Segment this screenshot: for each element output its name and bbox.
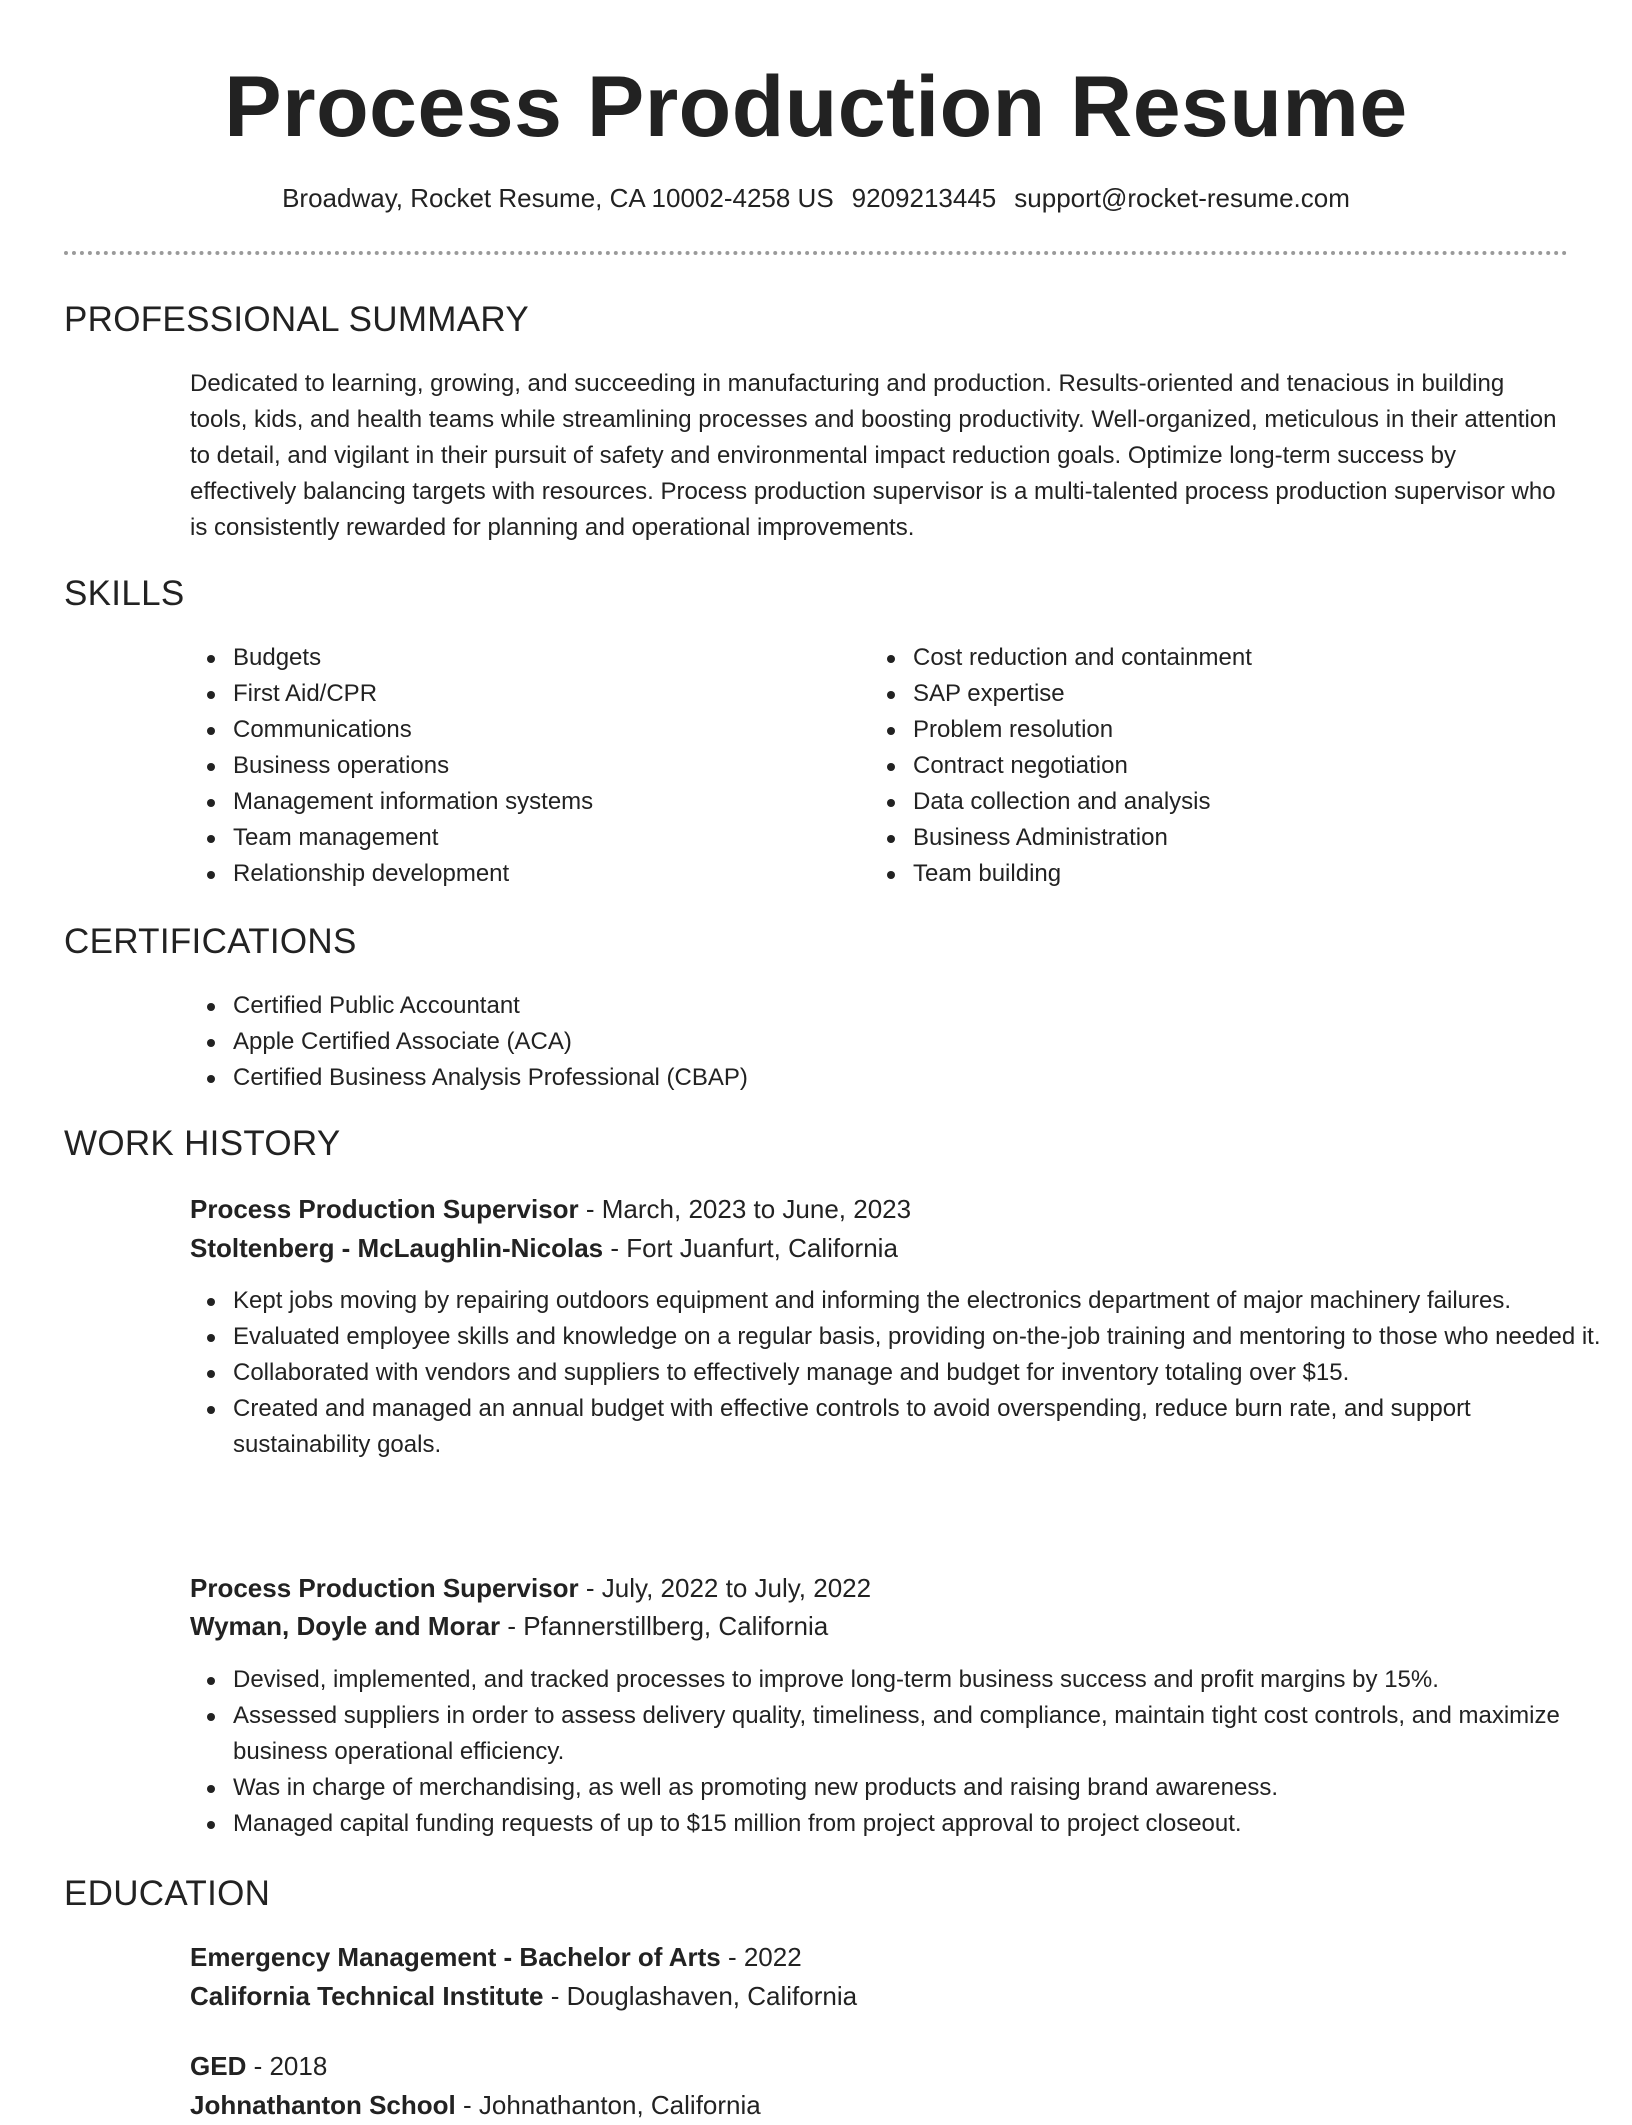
contact-address: Broadway, Rocket Resume, CA 10002-4258 US bbox=[282, 183, 834, 213]
skill-item: Team management bbox=[233, 820, 853, 856]
job-company-line bbox=[190, 1606, 828, 1646]
education-year: - 2022 bbox=[720, 1942, 802, 1972]
skills-list-right bbox=[870, 640, 1573, 892]
job-company: Stoltenberg - McLaughlin-Nicolas bbox=[190, 1233, 604, 1263]
skill-item: Business operations bbox=[233, 748, 853, 784]
skill-item: Relationship development bbox=[233, 856, 853, 892]
job-bullet: Evaluated employee skills and knowledge on a regular basis, providing on-the-job training and mentoring to those who needed it. bbox=[233, 1319, 1603, 1355]
skill-item: Budgets bbox=[233, 640, 853, 676]
certifications-list bbox=[190, 988, 1593, 1096]
job-bullet: Collaborated with vendors and suppliers to effectively manage and budget for inventory totaling over $15. bbox=[233, 1355, 1603, 1391]
job-bullet: Managed capital funding requests of up to $15 million from project approval to project closeout. bbox=[233, 1806, 1603, 1842]
skill-item: Contract negotiation bbox=[913, 748, 1573, 784]
summary-text: Dedicated to learning, growing, and succeeding in manufacturing and production. Results-oriented and tenacious in building tools, kids, and health teams while streamlining processes and boosting productivity. Well-organized, meticulous in their attention to detail, and vigilant in their pursuit of safety and environmental impact reduction goals. Optimize long-term success by effectively balancing targets with resources. Process production supervisor is a multi-talented process production supervisor who is consistently rewarded for planning and operational improvements. bbox=[190, 370, 1557, 541]
education-location: - Johnathanton, California bbox=[455, 2090, 761, 2120]
summary-heading: PROFESSIONAL SUMMARY bbox=[64, 300, 529, 339]
job-location: - Pfannerstillberg, California bbox=[500, 1611, 829, 1641]
education-degree-line bbox=[190, 1937, 802, 1977]
education-degree: Emergency Management - Bachelor of Arts bbox=[190, 1942, 721, 1972]
skill-item: Management information systems bbox=[233, 784, 853, 820]
job-dates: - March, 2023 to June, 2023 bbox=[578, 1194, 912, 1224]
job-bullet: Was in charge of merchandising, as well as promoting new products and raising brand awareness. bbox=[233, 1770, 1603, 1806]
work-history-heading: WORK HISTORY bbox=[64, 1124, 341, 1163]
contact-phone: 9209213445 bbox=[851, 183, 997, 213]
job-title: Process Production Supervisor bbox=[190, 1194, 579, 1224]
job-location: - Fort Juanfurt, California bbox=[603, 1233, 898, 1263]
certification-item: Apple Certified Associate (ACA) bbox=[233, 1024, 1593, 1060]
certifications-heading: CERTIFICATIONS bbox=[64, 922, 357, 961]
job-bullets bbox=[190, 1662, 1603, 1842]
education-location: - Douglashaven, California bbox=[543, 1981, 858, 2011]
job-bullets bbox=[190, 1283, 1603, 1463]
education-year: - 2018 bbox=[246, 2051, 328, 2081]
skill-item: Business Administration bbox=[913, 820, 1573, 856]
certification-item: Certified Business Analysis Professional (CBAP) bbox=[233, 1060, 1593, 1096]
job-bullet: Assessed suppliers in order to assess delivery quality, timeliness, and compliance, maintain tight cost controls, and maximize business operational efficiency. bbox=[233, 1698, 1603, 1770]
skill-item: Cost reduction and containment bbox=[913, 640, 1573, 676]
education-degree: GED bbox=[190, 2051, 247, 2081]
skill-item: First Aid/CPR bbox=[233, 676, 853, 712]
skill-item: Communications bbox=[233, 712, 853, 748]
header-divider bbox=[64, 251, 1568, 255]
resume-title: Process Production Resume bbox=[224, 59, 1408, 155]
education-school: Johnathanton School bbox=[190, 2090, 456, 2120]
skill-item: Data collection and analysis bbox=[913, 784, 1573, 820]
job-title-line bbox=[190, 1189, 911, 1229]
job-bullet: Created and managed an annual budget with effective controls to avoid overspending, reduce burn rate, and support sustainability goals. bbox=[233, 1391, 1603, 1463]
job-title-line bbox=[190, 1568, 871, 1608]
contact-email: support@rocket-resume.com bbox=[1014, 183, 1350, 213]
skills-list-left bbox=[190, 640, 853, 892]
job-company-line bbox=[190, 1228, 898, 1268]
contact-line bbox=[0, 178, 1632, 218]
certification-item: Certified Public Accountant bbox=[233, 988, 1593, 1024]
education-heading: EDUCATION bbox=[64, 1874, 271, 1913]
education-degree-line bbox=[190, 2046, 327, 2086]
job-company: Wyman, Doyle and Morar bbox=[190, 1611, 501, 1641]
education-school-line bbox=[190, 1976, 857, 2016]
job-dates: - July, 2022 to July, 2022 bbox=[578, 1573, 872, 1603]
skills-heading: SKILLS bbox=[64, 574, 185, 613]
education-school-line bbox=[190, 2085, 761, 2125]
skill-item: SAP expertise bbox=[913, 676, 1573, 712]
job-title: Process Production Supervisor bbox=[190, 1573, 579, 1603]
skill-item: Team building bbox=[913, 856, 1573, 892]
skill-item: Problem resolution bbox=[913, 712, 1573, 748]
job-bullet: Devised, implemented, and tracked processes to improve long-term business success and profit margins by 15%. bbox=[233, 1662, 1603, 1698]
education-school: California Technical Institute bbox=[190, 1981, 544, 2011]
job-bullet: Kept jobs moving by repairing outdoors equipment and informing the electronics department of major machinery failures. bbox=[233, 1283, 1603, 1319]
